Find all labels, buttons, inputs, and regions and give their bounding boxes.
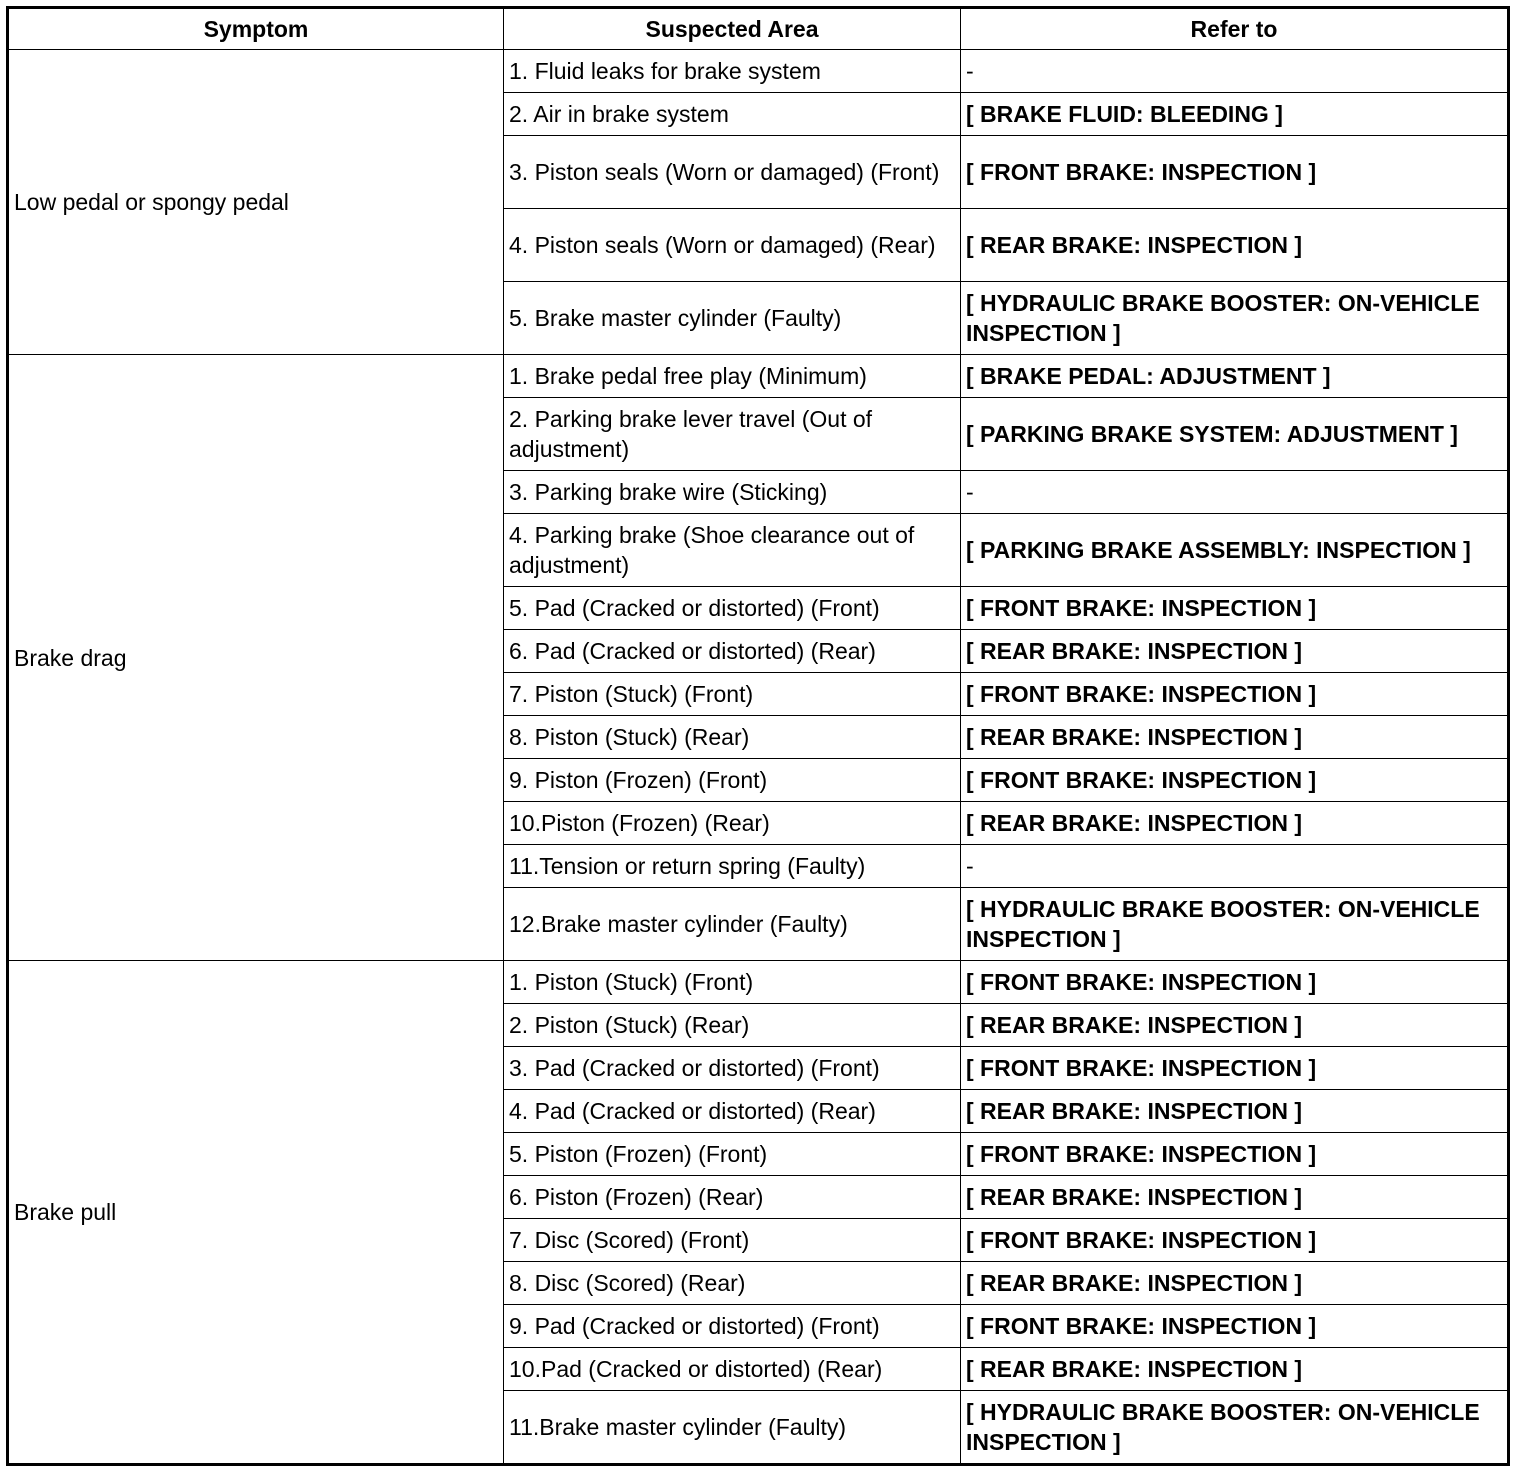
refer-to-cell[interactable]: [ REAR BRAKE: INSPECTION ]: [961, 1262, 1509, 1305]
suspected-area-cell: 8. Piston (Stuck) (Rear): [504, 716, 961, 759]
refer-to-cell[interactable]: [ FRONT BRAKE: INSPECTION ]: [961, 961, 1509, 1004]
suspected-area-cell: 4. Piston seals (Worn or damaged) (Rear): [504, 209, 961, 282]
header-refer-to: Refer to: [961, 8, 1509, 50]
symptom-cell: Low pedal or spongy pedal: [8, 50, 504, 355]
diagnostics-table: [6, 6, 1510, 1466]
suspected-area-cell: 2. Air in brake system: [504, 93, 961, 136]
suspected-area-cell: 1. Fluid leaks for brake system: [504, 50, 961, 93]
suspected-area-cell: 11.Tension or return spring (Faulty): [504, 845, 961, 888]
suspected-area-cell: 4. Pad (Cracked or distorted) (Rear): [504, 1090, 961, 1133]
suspected-area-cell: 10.Piston (Frozen) (Rear): [504, 802, 961, 845]
refer-to-cell[interactable]: [ REAR BRAKE: INSPECTION ]: [961, 209, 1509, 282]
refer-to-cell[interactable]: [ REAR BRAKE: INSPECTION ]: [961, 630, 1509, 673]
symptom-cell: Brake pull: [8, 961, 504, 1465]
refer-to-cell[interactable]: [ BRAKE FLUID: BLEEDING ]: [961, 93, 1509, 136]
suspected-area-cell: 12.Brake master cylinder (Faulty): [504, 888, 961, 961]
suspected-area-cell: 3. Pad (Cracked or distorted) (Front): [504, 1047, 961, 1090]
refer-to-cell[interactable]: [ FRONT BRAKE: INSPECTION ]: [961, 1305, 1509, 1348]
suspected-area-cell: 9. Pad (Cracked or distorted) (Front): [504, 1305, 961, 1348]
refer-to-cell[interactable]: [ FRONT BRAKE: INSPECTION ]: [961, 136, 1509, 209]
suspected-area-cell: 8. Disc (Scored) (Rear): [504, 1262, 961, 1305]
suspected-area-cell: 1. Piston (Stuck) (Front): [504, 961, 961, 1004]
suspected-area-cell: 3. Piston seals (Worn or damaged) (Front): [504, 136, 961, 209]
suspected-area-cell: 11.Brake master cylinder (Faulty): [504, 1391, 961, 1465]
refer-to-cell[interactable]: [ FRONT BRAKE: INSPECTION ]: [961, 587, 1509, 630]
table-body: [8, 50, 1509, 1465]
refer-to-cell[interactable]: [ BRAKE PEDAL: ADJUSTMENT ]: [961, 355, 1509, 398]
refer-to-cell[interactable]: [ REAR BRAKE: INSPECTION ]: [961, 1090, 1509, 1133]
suspected-area-cell: 4. Parking brake (Shoe clearance out of adjustment): [504, 514, 961, 587]
suspected-area-cell: 1. Brake pedal free play (Minimum): [504, 355, 961, 398]
refer-to-cell[interactable]: [ FRONT BRAKE: INSPECTION ]: [961, 1133, 1509, 1176]
header-row: [8, 8, 1509, 50]
refer-to-cell: -: [961, 845, 1509, 888]
table-row: [8, 50, 1509, 93]
refer-to-cell[interactable]: [ PARKING BRAKE ASSEMBLY: INSPECTION ]: [961, 514, 1509, 587]
suspected-area-cell: 5. Piston (Frozen) (Front): [504, 1133, 961, 1176]
table-row: [8, 355, 1509, 398]
refer-to-cell[interactable]: [ REAR BRAKE: INSPECTION ]: [961, 1004, 1509, 1047]
refer-to-cell[interactable]: [ REAR BRAKE: INSPECTION ]: [961, 802, 1509, 845]
refer-to-cell[interactable]: [ PARKING BRAKE SYSTEM: ADJUSTMENT ]: [961, 398, 1509, 471]
refer-to-cell: -: [961, 50, 1509, 93]
refer-to-cell[interactable]: [ FRONT BRAKE: INSPECTION ]: [961, 673, 1509, 716]
suspected-area-cell: 2. Parking brake lever travel (Out of adjustment): [504, 398, 961, 471]
suspected-area-cell: 5. Pad (Cracked or distorted) (Front): [504, 587, 961, 630]
table-row: [8, 961, 1509, 1004]
suspected-area-cell: 6. Piston (Frozen) (Rear): [504, 1176, 961, 1219]
suspected-area-cell: 9. Piston (Frozen) (Front): [504, 759, 961, 802]
suspected-area-cell: 2. Piston (Stuck) (Rear): [504, 1004, 961, 1047]
refer-to-cell[interactable]: [ REAR BRAKE: INSPECTION ]: [961, 1176, 1509, 1219]
header-symptom: Symptom: [8, 8, 504, 50]
suspected-area-cell: 6. Pad (Cracked or distorted) (Rear): [504, 630, 961, 673]
refer-to-cell[interactable]: [ FRONT BRAKE: INSPECTION ]: [961, 1219, 1509, 1262]
suspected-area-cell: 5. Brake master cylinder (Faulty): [504, 282, 961, 355]
suspected-area-cell: 7. Disc (Scored) (Front): [504, 1219, 961, 1262]
refer-to-cell[interactable]: [ HYDRAULIC BRAKE BOOSTER: ON-VEHICLE INSPECTION ]: [961, 1391, 1509, 1465]
header-suspected-area: Suspected Area: [504, 8, 961, 50]
refer-to-cell[interactable]: [ HYDRAULIC BRAKE BOOSTER: ON-VEHICLE INSPECTION ]: [961, 888, 1509, 961]
refer-to-cell[interactable]: [ HYDRAULIC BRAKE BOOSTER: ON-VEHICLE INSPECTION ]: [961, 282, 1509, 355]
refer-to-cell[interactable]: [ REAR BRAKE: INSPECTION ]: [961, 716, 1509, 759]
refer-to-cell[interactable]: [ FRONT BRAKE: INSPECTION ]: [961, 759, 1509, 802]
suspected-area-cell: 10.Pad (Cracked or distorted) (Rear): [504, 1348, 961, 1391]
suspected-area-cell: 3. Parking brake wire (Sticking): [504, 471, 961, 514]
symptom-cell: Brake drag: [8, 355, 504, 961]
suspected-area-cell: 7. Piston (Stuck) (Front): [504, 673, 961, 716]
refer-to-cell[interactable]: [ FRONT BRAKE: INSPECTION ]: [961, 1047, 1509, 1090]
refer-to-cell: -: [961, 471, 1509, 514]
refer-to-cell[interactable]: [ REAR BRAKE: INSPECTION ]: [961, 1348, 1509, 1391]
